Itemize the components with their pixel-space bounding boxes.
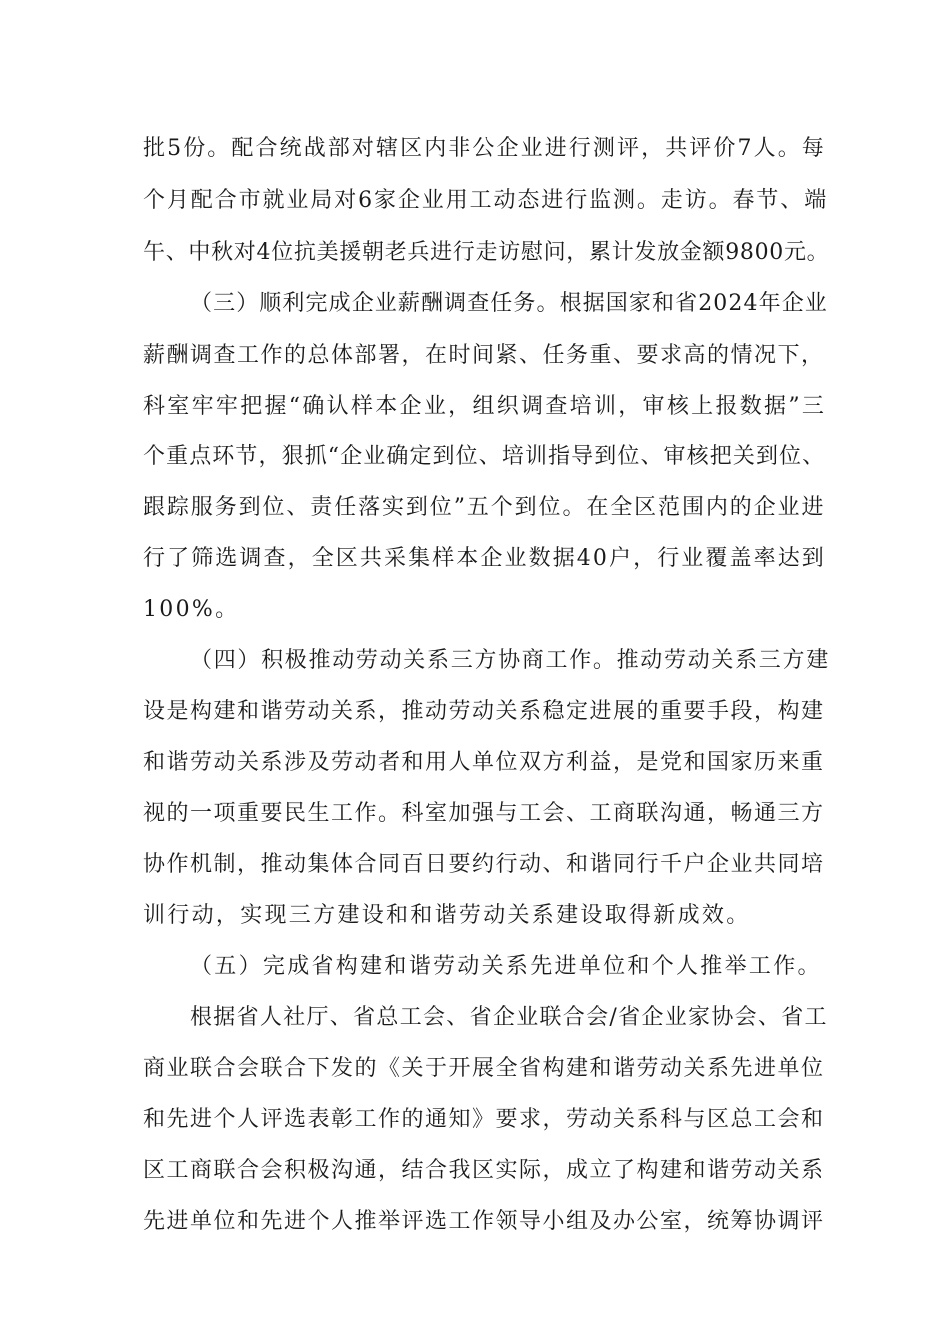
text-line: 商业联合会联合下发的《关于开展全省构建和谐劳动关系先进单位 <box>143 1056 825 1081</box>
text-line: 跟踪服务到位、责任落实到位”五个到位。在全区范围内的企业进 <box>143 495 826 520</box>
text-line: 设是构建和谐劳动关系，推动劳动关系稳定进展的重要手段，构建 <box>143 699 825 724</box>
text-line: 视的一项重要民生工作。科室加强与工会、工商联沟通，畅通三方 <box>143 801 825 826</box>
paragraph-heading-3: （三）顺利完成企业薪酬调查任务。根据国家和省2024年企业 <box>190 291 828 316</box>
text-line: 协作机制，推动集体合同百日要约行动、和谐同行千户企业共同培 <box>143 852 825 877</box>
text-line: 和先进个人评选表彰工作的通知》要求，劳动关系科与区总工会和 <box>143 1107 825 1132</box>
text-line: 训行动，实现三方建设和和谐劳动关系建设取得新成效。 <box>143 903 751 928</box>
text-line: 薪酬调查工作的总体部署，在时间紧、任务重、要求高的情况下， <box>143 343 825 368</box>
paragraph-heading-4: （四）积极推动劳动关系三方协商工作。推动劳动关系三方建 <box>190 648 830 673</box>
text-line: 个重点环节，狠抓“企业确定到位、培训指导到位、审核把关到位、 <box>143 444 826 469</box>
text-line: 午、中秋对4位抗美援朝老兵进行走访慰问，累计发放金额9800元。 <box>143 240 830 265</box>
text-line: 个月配合市就业局对6家企业用工动态进行监测。走访。春节、端 <box>143 188 829 213</box>
text-line: 批5份。配合统战部对辖区内非公企业进行测评，共评价7人。每 <box>143 136 826 161</box>
text-line: 和谐劳动关系涉及劳动者和用人单位双方利益，是党和国家历来重 <box>143 750 825 775</box>
text-line: 行了筛选调查，全区共采集样本企业数据40户，行业覆盖率达到 <box>143 546 826 571</box>
paragraph-heading-5: （五）完成省构建和谐劳动关系先进单位和个人推举工作。 <box>190 954 822 979</box>
text-line: 区工商联合会积极沟通，结合我区实际，成立了构建和谐劳动关系 <box>143 1158 825 1183</box>
text-line: 先进单位和先进个人推举评选工作领导小组及办公室，统筹协调评 <box>143 1209 825 1234</box>
text-line: 科室牢牢把握“确认样本企业，组织调查培训，审核上报数据”三 <box>143 394 827 419</box>
text-line: 根据省人社厅、省总工会、省企业联合会/省企业家协会、省工 <box>190 1005 828 1030</box>
text-line: 100%。 <box>143 597 240 622</box>
